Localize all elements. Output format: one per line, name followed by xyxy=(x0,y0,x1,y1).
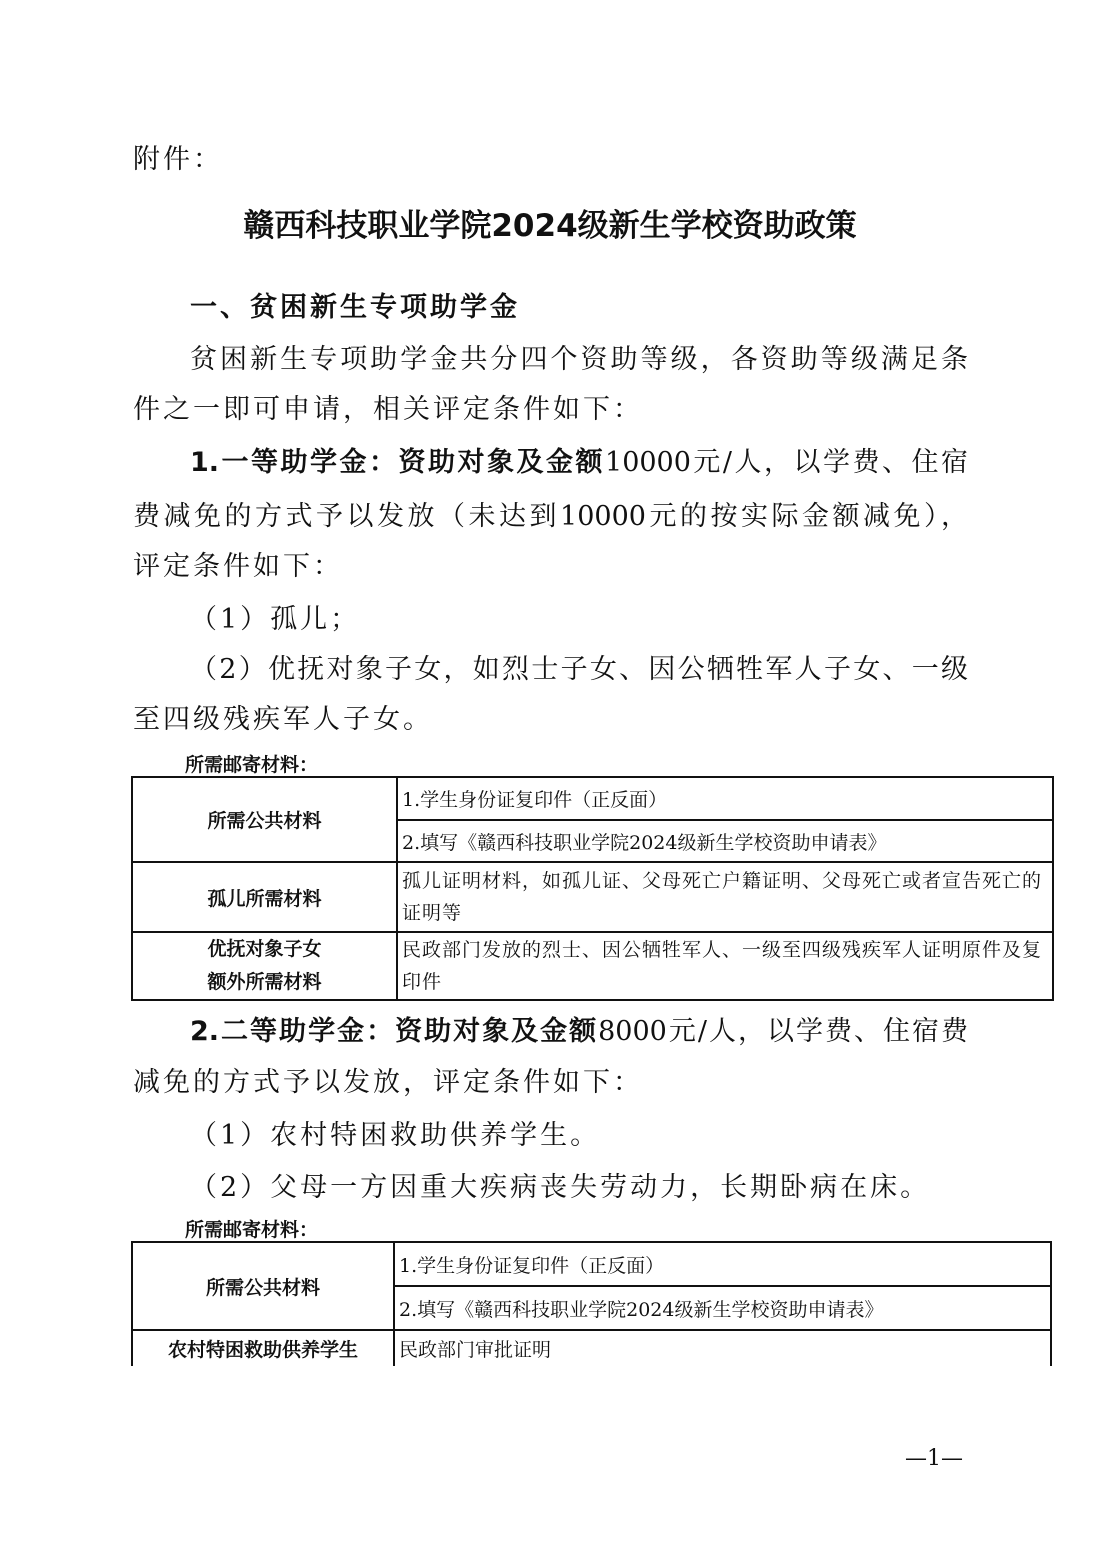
document-title: 赣西科技职业学院2024级新生学校资助政策 xyxy=(243,208,857,244)
intro-line: 贫困新生专项助学金共分四个资助等级，各资助等级满足条 xyxy=(190,344,968,375)
section1-heading: 一、贫困新生专项助学金 xyxy=(190,292,520,323)
level1-line1 xyxy=(190,446,968,480)
level1-label: 1.一等助学金：资助对象及金额 xyxy=(190,447,606,478)
materials-table-1 xyxy=(131,776,1054,1001)
condition: （1）农村特困救助供养学生。 xyxy=(190,1120,601,1151)
condition: 至四级残疾军人子女。 xyxy=(133,704,433,735)
materials-table-2 xyxy=(131,1241,1052,1366)
orphan-materials-text: 孤儿证明材料，如孤儿证、父母死亡户籍证明、父母死亡或者宣告死亡的证明等 xyxy=(397,862,1053,932)
veteran-materials-header xyxy=(132,932,397,1000)
level2-amount: 8000元/人，以学费、住宿费 xyxy=(598,1016,968,1047)
common-materials-header: 所需公共材料 xyxy=(132,1242,394,1330)
header-line: 优抚对象子女 xyxy=(207,938,322,960)
condition: （2）父母一方因重大疾病丧失劳动力，长期卧病在床。 xyxy=(190,1172,931,1203)
level2-line1 xyxy=(190,1015,968,1049)
level2-label: 2.二等助学金：资助对象及金额 xyxy=(190,1016,599,1047)
veteran-materials-text: 民政部门发放的烈士、因公牺牲军人、一级至四级残疾军人证明原件及复印件 xyxy=(397,932,1053,1000)
orphan-materials-header: 孤儿所需材料 xyxy=(132,862,397,932)
common-item: 2.填写《赣西科技职业学院2024级新生学校资助申请表》 xyxy=(397,820,1053,862)
condition: （1）孤儿； xyxy=(190,604,361,635)
page-number: —1— xyxy=(905,1446,963,1471)
common-item: 1.学生身份证复印件（正反面） xyxy=(394,1242,1051,1286)
level1-line3: 评定条件如下： xyxy=(133,551,343,582)
header-line: 额外所需材料 xyxy=(207,971,322,993)
rural-materials-header: 农村特困救助供养学生 xyxy=(132,1330,394,1366)
attachment-label: 附件： xyxy=(133,144,223,175)
common-item: 2.填写《赣西科技职业学院2024级新生学校资助申请表》 xyxy=(394,1286,1051,1330)
level1-line2: 费减免的方式予以发放（未达到10000元的按实际金额减免）， xyxy=(133,501,968,532)
materials-label: 所需邮寄材料： xyxy=(185,754,319,776)
materials-label: 所需邮寄材料： xyxy=(185,1219,319,1241)
level1-amount: 10000元/人，以学费、住宿 xyxy=(605,447,968,478)
common-materials-header: 所需公共材料 xyxy=(132,777,397,862)
intro-line: 件之一即可申请，相关评定条件如下： xyxy=(133,394,643,425)
condition: （2）优抚对象子女，如烈士子女、因公牺牲军人子女、一级 xyxy=(190,654,968,685)
level2-line2: 减免的方式予以发放，评定条件如下： xyxy=(133,1067,643,1098)
common-item: 1.学生身份证复印件（正反面） xyxy=(397,777,1053,820)
rural-materials-text: 民政部门审批证明 xyxy=(394,1330,1051,1366)
